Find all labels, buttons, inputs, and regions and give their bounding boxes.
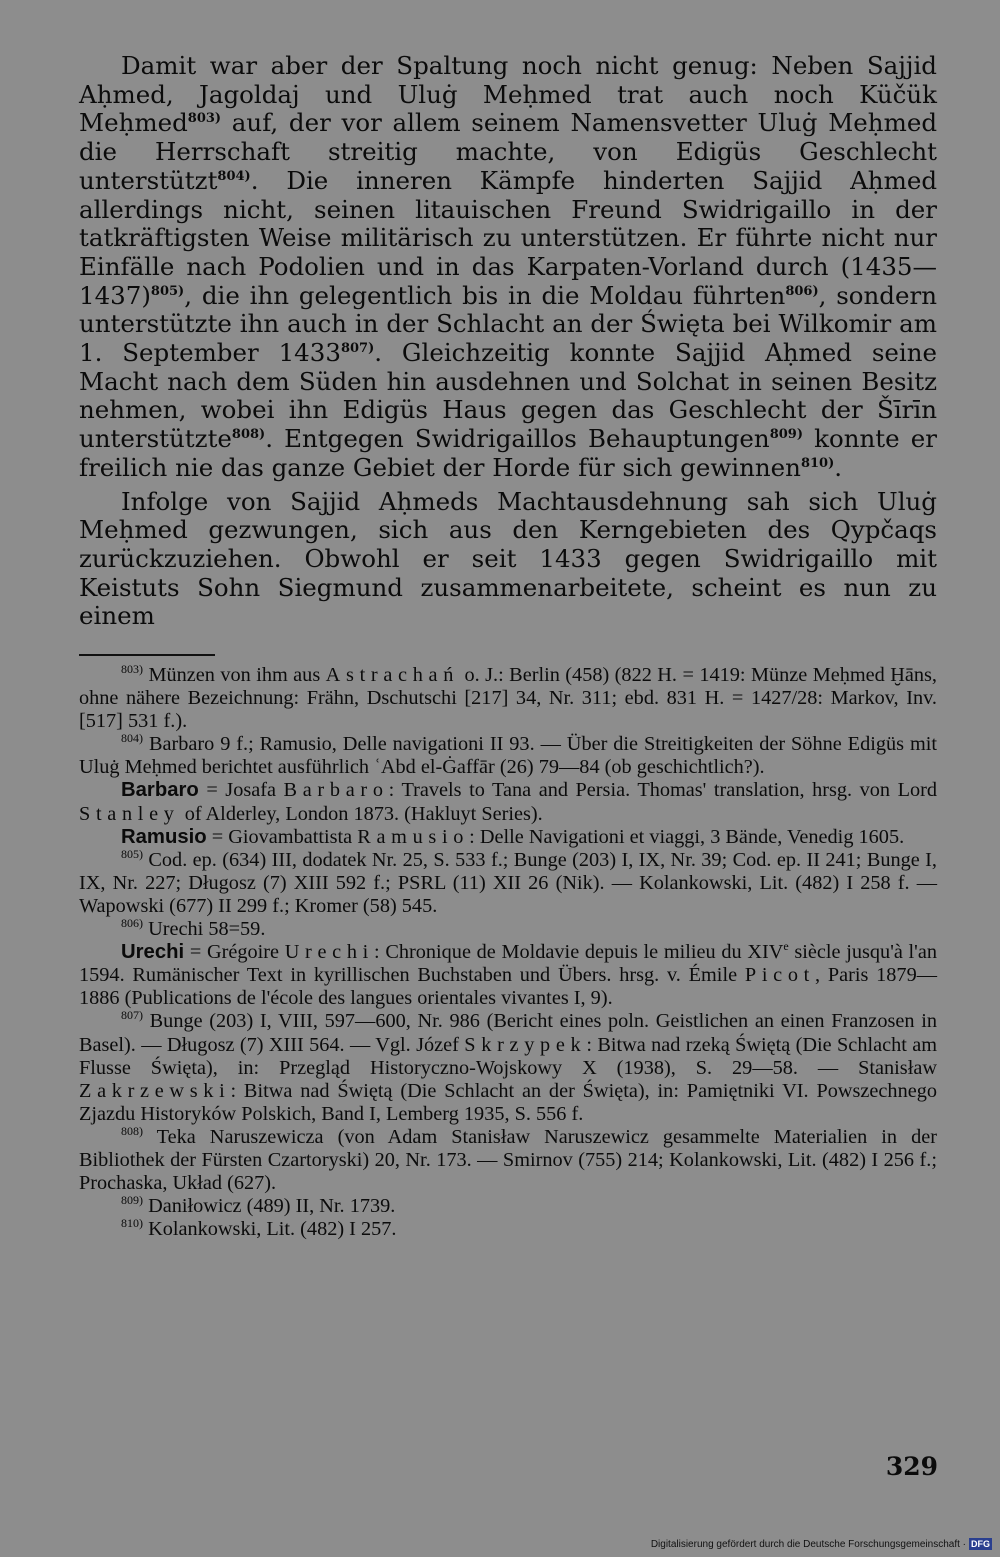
footnote-ref-803: 803) bbox=[187, 111, 222, 127]
footnote-803: $^{803)}$ Münzen von ihm aus Astrachań o. J.: Berlin (458) (822 H. = 1419: Münze Meḥmed Ḫāns, ohne nähere Bezeichnung: Frähn, Dschutschi [217] 34, Nr. 311; ebd. 831 H. = 1427/28: Markov, Inv. [517] 531 f.). bbox=[79, 662, 937, 733]
paragraph-2: Infolge von Sajjid Aḥmeds Machtausdehnung sah sich Uluġ Meḥmed gezwungen, sich aus den Kerngebieten des Qypčaqs zurückzuziehen. Obwohl er seit 1433 gegen Swidrigaillo mit Keistuts Sohn Siegmund zusammenarbeitete, scheint es nun zu einem bbox=[79, 486, 937, 631]
credit-text: Digitalisierung gefördert durch die Deutsche Forschungsgemeinschaft · bbox=[650, 1538, 966, 1550]
footnote-810: $^{810)}$ Kolankowski, Lit. (482) I 257. bbox=[121, 1216, 397, 1241]
footnote-rule bbox=[79, 654, 215, 656]
bibliography-urechi: Urechi = Grégoire Urechi: Chronique de Moldavie depuis le milieu du XIVe siècle jusqu'à l'an 1594. Rumänischer Text in kyrillischen Buchstaben und Übers. hrsg. v. Émile Picot, Paris 1879—1886 (Publications de l'école des langues orientales vivantes I, 9). bbox=[79, 939, 937, 1010]
footnote-ref-804: 804) bbox=[217, 168, 251, 184]
page-number: 329 bbox=[885, 1452, 938, 1481]
footnote-ref-809: 809) bbox=[769, 426, 804, 442]
main-text bbox=[79, 52, 937, 631]
bibliography-barbaro: Barbaro = Josafa Barbaro: Travels to Tana and Persia. Thomas' translation, hrsg. von Lord Stanley of Alderley, London 1873. (Hakluyt Series). bbox=[79, 779, 937, 825]
footnote-ref-808: 808) bbox=[231, 426, 266, 442]
footnote-808: $^{808)}$ Teka Naruszewicza (von Adam Stanisław Naruszewicz gesammelte Materialien in der Bibliothek der Fürsten Czartoryski) 20, Nr. 173. — Smirnov (755) 214; Kolankowski, Lit. (482) I 256 f.; Prochaska, Układ (627). bbox=[79, 1124, 937, 1195]
footnote-ref-806: 806) bbox=[785, 283, 819, 299]
footnotes bbox=[79, 664, 937, 1241]
digitization-credit bbox=[651, 1537, 992, 1551]
footnote-807: $^{807)}$ Bunge (203) I, VIII, 597—600, Nr. 986 (Bericht eines poln. Geistlichen an einen Franzosen in Basel). — Długosz (7) XIII 564. — Vgl. Józef Skrzypek: Bitwa nad rzeką Świętą (Die Schlacht am Flusse Święta), in: Przegląd Historyczno-Wojskowy X (1938), S. 29—58. — Stanisław Zakrzewski: Bitwa nad Świętą (Die Schlacht an der Święta), in: Pamiętniki VI. Powszechnego Zjazdu Historyków Polskich, Band I, Lemberg 1935, S. 556 f. bbox=[79, 1008, 938, 1125]
footnote-806: $^{806)}$ Urechi 58=59. bbox=[121, 916, 266, 941]
paragraph-1: Damit war aber der Spaltung noch nicht genug: Neben Sajjid Aḥmed, Jagoldaj und Uluġ Meḥmed trat auch noch Küčük Meḥmed$^{803)}$ auf, der vor allem seinem Namensvetter Uluġ Meḥmed die Herrschaft streitig machte, von Edigüs Geschlecht unterstützt$^{804)}$. Die inneren Kämpfe hinderten Sajjid Aḥmed allerdings nicht, seinen litauischen Freund Swidrigaillo in der tatkräftigsten Weise militärisch zu unterstützen. Er führte nicht nur Einfälle nach Podolien und in das Karpaten-Vorland durch (1435—1437)$^{805)}$, die ihn gelegentlich bis in die Moldau führten$^{806)}$, sondern unterstützte ihn auch in der Schlacht an der Święta bei Wilkomir am 1. September 1433$^{807)}$. Gleichzeitig konnte Sajjid Aḥmed seine Macht nach dem Süden hin ausdehnen und Solchat in seinen Besitz nehmen, wobei ihn Edigüs Haus gegen das Geschlecht der Šīrīn unterstützte$^{808)}$. Entgegen Swidrigaillos Behauptungen$^{809)}$ konnte er freilich nie das ganze Gebiet der Horde für sich gewinnen$^{810)}$. bbox=[79, 51, 938, 482]
footnote-805: $^{805)}$ Cod. ep. (634) III, dodatek Nr. 25, S. 533 f.; Bunge (203) I, IX, Nr. 39; Cod. ep. II 241; Bunge I, IX, Nr. 227; Długosz (7) XIII 592 f.; PSRL (11) XII 26 (Nik). — Kolankowski, Lit. (482) I 258 f. — Wapowski (677) II 299 f.; Kromer (58) 545. bbox=[79, 846, 937, 917]
footnote-ref-805: 805) bbox=[150, 283, 185, 299]
footnote-804: $^{804)}$ Barbaro 9 f.; Ramusio, Delle navigationi II 93. — Über die Streitigkeiten der Söhne Edigüs mit Uluġ Meḥmed berichtet ausführlich ʿAbd el-Ġaffār (26) 79—84 (ob geschichtlich?). bbox=[79, 731, 937, 779]
footnote-ref-807: 807) bbox=[340, 340, 375, 356]
footnote-809: $^{809)}$ Daniłowicz (489) II, Nr. 1739. bbox=[121, 1193, 396, 1218]
dfg-logo: DFG bbox=[971, 1539, 990, 1549]
bibliography-ramusio: Ramusio = Giovambattista Ramusio: Delle Navigationi et viaggi, 3 Bände, Venedig 1605. bbox=[121, 825, 905, 848]
footnote-ref-810: 810) bbox=[800, 455, 835, 471]
